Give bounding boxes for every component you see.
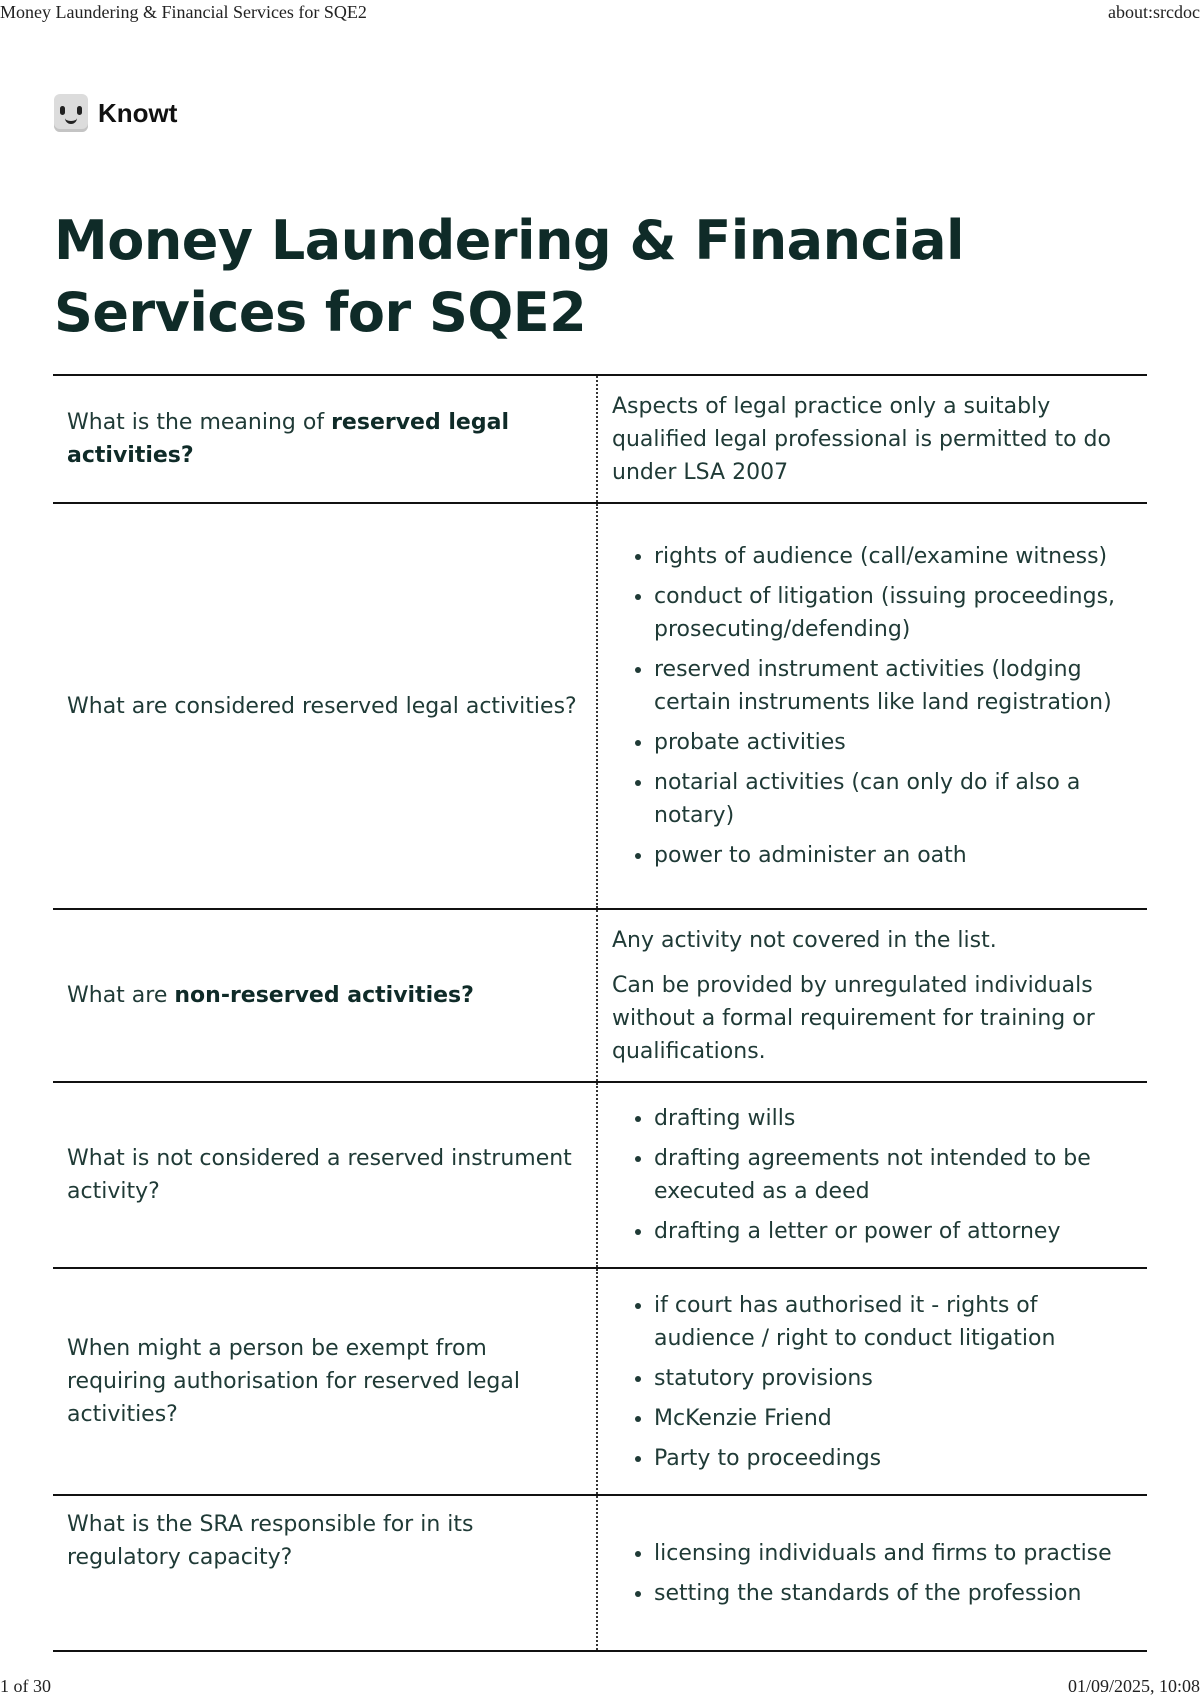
list-item: • Party to proceedings [654, 1442, 1133, 1475]
page-title: Money Laundering & Financial Services for SQE2 [54, 209, 965, 344]
list-item: • drafting wills [654, 1102, 1133, 1135]
list-item: • conduct of litigation (issuing proceedings, prosecuting/defending) [654, 580, 1133, 646]
definition-list [612, 1102, 1133, 1248]
card-definition [598, 1269, 1147, 1494]
term-bold: non-reserved activities? [174, 983, 474, 1008]
knowt-face-icon [54, 94, 88, 132]
card-definition [598, 504, 1147, 908]
flashcard-row [53, 910, 1147, 1083]
brand-name: Knowt [98, 97, 178, 128]
print-timestamp: 01/09/2025, 10:08 [1067, 1676, 1200, 1696]
card-term: When might a person be exempt from requiring authorisation for reserved legal activities? [53, 1269, 598, 1494]
list-item: • drafting agreements not intended to be executed as a deed [654, 1142, 1133, 1208]
card-definition [598, 376, 1147, 502]
page-count: 1 of 30 [0, 1676, 51, 1696]
term-text: What is the meaning of [67, 410, 332, 435]
list-item: • licensing individuals and firms to practise [654, 1537, 1133, 1570]
brand[interactable] [54, 94, 177, 132]
list-item: • drafting a letter or power of attorney [654, 1215, 1133, 1248]
flashcard-row [53, 1269, 1147, 1496]
list-item: • probate activities [654, 726, 1133, 759]
card-definition [598, 910, 1147, 1081]
definition-list [612, 1537, 1133, 1610]
card-term [53, 910, 598, 1081]
flashcard-table [53, 374, 1147, 1652]
print-footer [0, 1676, 1200, 1697]
card-term: What is the SRA responsible for in its regulatory capacity? [53, 1496, 598, 1650]
definition-list [612, 1289, 1133, 1475]
definition-text: Aspects of legal practice only a suitably qualified legal professional is permitted to do under LSA 2007 [612, 393, 1111, 485]
page-url: about:srcdoc [1108, 2, 1200, 22]
list-item: • statutory provisions [654, 1362, 1133, 1395]
list-item: • McKenzie Friend [654, 1402, 1133, 1435]
list-item: • if court has authorised it - rights of audience / right to conduct litigation [654, 1289, 1133, 1355]
list-item: • notarial activities (can only do if also a notary) [654, 766, 1133, 832]
flashcard-row [53, 1496, 1147, 1652]
definition-text: Any activity not covered in the list. [612, 927, 997, 953]
print-header [0, 2, 1200, 23]
flashcard-row [53, 504, 1147, 910]
flashcard-row [53, 1083, 1147, 1269]
list-item: • power to administer an oath [654, 839, 1133, 872]
definition-text: Can be provided by unregulated individuals without a formal requirement for training or qualifications. [612, 972, 1095, 1064]
list-item: • reserved instrument activities (lodging certain instruments like land registration) [654, 653, 1133, 719]
flashcard-row [53, 376, 1147, 504]
definition-list [612, 540, 1133, 872]
card-definition [598, 1496, 1147, 1650]
card-definition [598, 1083, 1147, 1267]
card-term: What are considered reserved legal activities? [53, 504, 598, 908]
term-bold: reserved legal activities? [67, 410, 509, 468]
list-item: • setting the standards of the profession [654, 1577, 1133, 1610]
page-title-header: Money Laundering & Financial Services for SQE2 [0, 2, 367, 22]
list-item: • rights of audience (call/examine witness) [654, 540, 1133, 573]
card-term [53, 376, 598, 502]
card-term: What is not considered a reserved instrument activity? [53, 1083, 598, 1267]
term-text: What are [67, 983, 175, 1008]
